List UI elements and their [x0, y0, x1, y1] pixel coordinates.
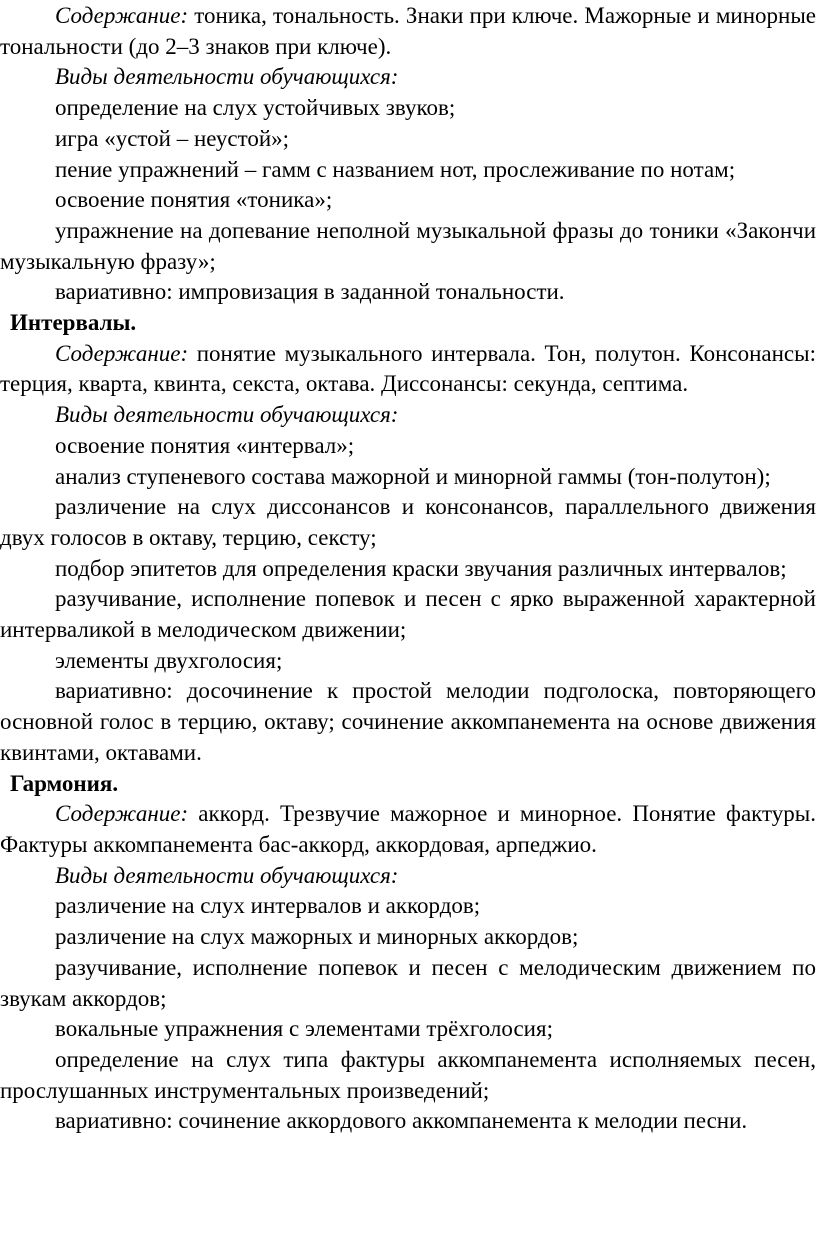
activity-item: вокальные упражнения с элементами трёхголосия; [55, 1016, 553, 1042]
activities-label: Виды деятельности обучающихся: [55, 64, 399, 90]
activity-item: различение на слух мажорных и минорных аккордов; [55, 924, 579, 950]
content-text: понятие музыкального интервала. Тон, полутон. Консонансы: терция, кварта, квинта, секста, октава. Диссонансы: секунда, септима. [0, 340, 816, 397]
activity-item: освоение понятия «тоника»; [55, 187, 333, 213]
activity-item: разучивание, исполнение попевок и песен с ярко выраженной характерной интерваликой в мелодическом движении; [0, 586, 816, 643]
content-label: Содержание: [55, 3, 189, 28]
activity-item: разучивание, исполнение попевок и песен с мелодическим движением по звукам аккордов; [0, 954, 816, 1011]
content-paragraph [0, 1, 816, 62]
activity-item: элементы двухголосия; [55, 647, 283, 673]
section-heading-harmony: Гармония. [10, 770, 119, 796]
activity-item: вариативно: сочинение аккордового аккомпанемента к мелодии песни. [55, 1108, 748, 1134]
activities-label: Виды деятельности обучающихся: [55, 402, 399, 428]
activity-item: различение на слух интервалов и аккордов; [55, 893, 481, 919]
activity-item: освоение понятия «интервал»; [55, 432, 355, 458]
activity-item: вариативно: досочинение к простой мелодии подголоска, повторяющего основной голос в терцию, октаву; сочинение аккомпанемента на основе движения квинтами, октавами. [0, 678, 816, 765]
activity-item: анализ ступеневого состава мажорной и минорной гаммы (тон-полутон); [55, 463, 771, 489]
activity-item: определение на слух устойчивых звуков; [55, 95, 456, 121]
activity-item: определение на слух типа фактуры аккомпанемента исполняемых песен, прослушанных инструментальных произведений; [0, 1046, 816, 1103]
section-heading-intervals: Интервалы. [10, 310, 137, 336]
activities-label: Виды деятельности обучающихся: [55, 862, 399, 888]
activity-item: игра «устой – неустой»; [55, 125, 290, 151]
activity-item: пение упражнений – гамм с названием нот, прослеживание по нотам; [55, 156, 736, 182]
activity-item: вариативно: импровизация в заданной тональности. [55, 279, 565, 305]
content-label: Содержание: [55, 340, 189, 366]
activity-item: упражнение на допевание неполной музыкальной фразы до тоники «Закончи музыкальную фразу»; [0, 217, 816, 274]
activity-item: подбор эпитетов для определения краски звучания различных интервалов; [55, 555, 787, 581]
activity-item: различение на слух диссонансов и консонансов, параллельного движения двух голосов в октаву, терцию, сексту; [0, 494, 816, 550]
content-paragraph [0, 799, 816, 860]
content-text: аккорд. Трезвучие мажорное и минорное. Понятие фактуры. Фактуры аккомпанемента бас-аккорд, аккордовая, арпеджио. [0, 801, 816, 857]
content-text: тоника, тональность. Знаки при ключе. Мажорные и минорные тональности (до 2–3 знаков при ключе). [0, 3, 816, 59]
content-paragraph [0, 339, 816, 400]
content-label: Содержание: [55, 801, 189, 827]
